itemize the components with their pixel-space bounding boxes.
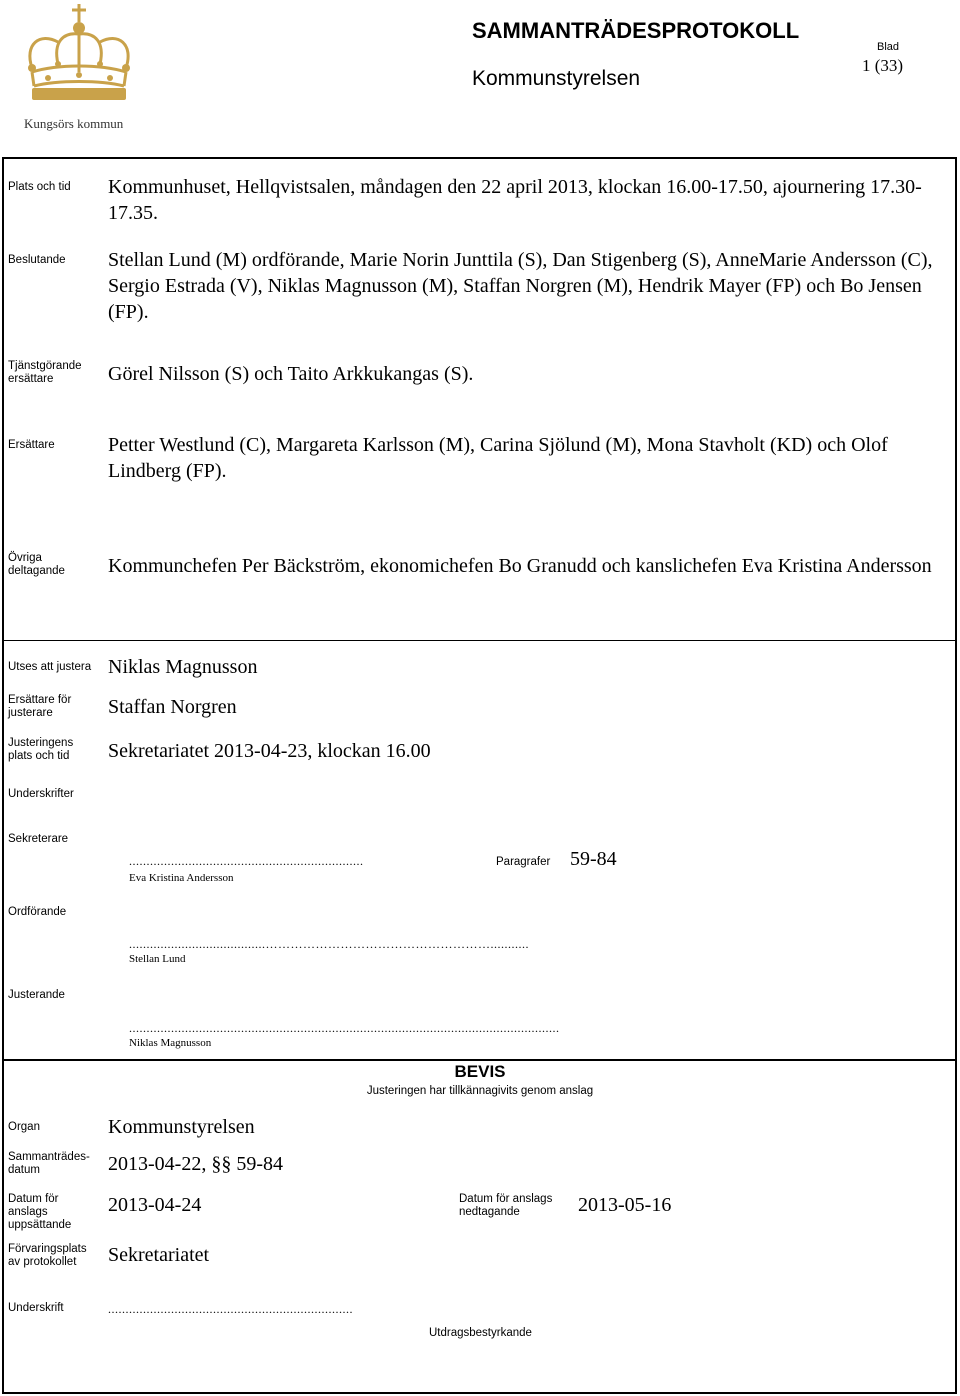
- ovriga-value: Kommunchefen Per Bäckström, ekonomichefen Bo Granudd och kanslichefen Eva Kristina Andersson: [108, 555, 932, 577]
- ovriga-label-line1: Övriga: [8, 552, 42, 564]
- nedtagande-label: [459, 1193, 552, 1219]
- forvaringsplats-line1: Förvaringsplats: [8, 1243, 87, 1255]
- utses-label: Utses att justera: [8, 661, 92, 673]
- forvaringsplats-value: Sekretariatet: [108, 1244, 210, 1266]
- plats-label: Plats och tid: [8, 181, 71, 193]
- justering-plats-label: [8, 737, 73, 763]
- organ-heading: Kommunstyrelsen: [472, 67, 641, 90]
- page-number: 1 (33): [862, 56, 904, 75]
- ersattare-justerare-label: [8, 694, 71, 720]
- bevis-title: BEVIS: [454, 1062, 506, 1081]
- ordforande-label: Ordförande: [8, 906, 67, 918]
- organ-label: Organ: [8, 1121, 40, 1133]
- ersattare-value: Petter Westlund (C), Margareta Karlsson (M), Carina Sjölund (M), Mona Stavholt (KD) och Olof Lindberg (FP).: [108, 434, 888, 482]
- sammantradesdatum-label: [8, 1151, 90, 1177]
- logo-text: Kungsörs kommun: [24, 116, 124, 131]
- organ-value: Kommunstyrelsen: [108, 1116, 255, 1138]
- justerande-name: Niklas Magnusson: [129, 1037, 212, 1049]
- underskrifter-label: Underskrifter: [8, 788, 74, 800]
- ersattare-justerare-line2: justerare: [8, 707, 53, 719]
- forvaringsplats-label: [8, 1243, 87, 1269]
- justerande-label: Justerande: [8, 989, 65, 1001]
- underskrift-signature-line: ......................................................................: [108, 1302, 353, 1316]
- bevis-frame: [2, 1059, 957, 1394]
- paragrafer-label: Paragrafer: [496, 856, 551, 868]
- uppsattande-line3: uppsättande: [8, 1219, 72, 1231]
- uppsattande-line2: anslags: [8, 1206, 48, 1218]
- tjanstgorande-label-line2: ersättare: [8, 373, 54, 385]
- sammantradesdatum-line1: Sammanträdes-: [8, 1151, 90, 1163]
- uppsattande-line1: Datum för: [8, 1193, 59, 1205]
- utses-value: Niklas Magnusson: [108, 656, 258, 678]
- sekreterare-label: Sekreterare: [8, 833, 69, 845]
- sammantradesdatum-value: 2013-04-22, §§ 59-84: [108, 1153, 283, 1175]
- beslutande-label: Beslutande: [8, 254, 66, 266]
- ordforande-signature-line: .......................................………………………………………………...........: [129, 937, 529, 951]
- ersattare-justerare-line1: Ersättare för: [8, 694, 72, 706]
- paragrafer-value: 59-84: [570, 848, 617, 870]
- beslutande-value: Stellan Lund (M) ordförande, Marie Norin Junttila (S), Dan Stigenberg (S), AnneMarie Andersson (C), Sergio Estrada (V), Niklas Magnusson (M), Staffan Norgren (M), Hendrik Mayer (FP) och Bo Jensen (FP).: [108, 249, 933, 323]
- ovriga-label-line2: deltagande: [8, 565, 65, 577]
- page-title: SAMMANTRÄDESPROTOKOLL: [472, 18, 800, 43]
- ersattare-justerare-value: Staffan Norgren: [108, 696, 237, 718]
- blad-label: Blad: [877, 41, 900, 53]
- underskrift-label: Underskrift: [8, 1302, 64, 1314]
- uppsattande-label: [8, 1193, 71, 1232]
- ersattare-label: Ersättare: [8, 439, 55, 451]
- ordforande-name: Stellan Lund: [129, 953, 186, 965]
- sekreterare-signature-line: ...................................................................: [129, 854, 364, 868]
- tjanstgorande-value: Görel Nilsson (S) och Taito Arkkukangas (S).: [108, 363, 474, 385]
- municipality-logo: [18, 2, 140, 132]
- tjanstgorande-label-line1: Tjänstgörande: [8, 360, 82, 372]
- sammantradesdatum-line2: datum: [8, 1164, 40, 1176]
- sekreterare-name: Eva Kristina Andersson: [129, 872, 234, 884]
- justerande-signature-line: ...........................................................................................................................: [129, 1021, 560, 1035]
- utdragsbestyrkande-label: Utdragsbestyrkande: [429, 1327, 532, 1339]
- bevis-subtitle: Justeringen har tillkännagivits genom anslag: [366, 1085, 594, 1097]
- justering-plats-line1: Justeringens: [8, 737, 74, 749]
- nedtagande-value: 2013-05-16: [578, 1194, 672, 1216]
- uppsattande-value: 2013-04-24: [108, 1194, 202, 1216]
- justering-plats-line2: plats och tid: [8, 750, 70, 762]
- divider-line: [2, 640, 957, 641]
- justering-plats-value: Sekretariatet 2013-04-23, klockan 16.00: [108, 740, 431, 762]
- ovriga-label: [8, 552, 65, 578]
- nedtagande-line1: Datum för anslags: [459, 1193, 553, 1205]
- forvaringsplats-line2: av protokollet: [8, 1256, 77, 1268]
- plats-value: Kommunhuset, Hellqvistsalen, måndagen den 22 april 2013, klockan 16.00-17.50, ajournering 17.30-17.35.: [108, 176, 922, 224]
- nedtagande-line2: nedtagande: [459, 1206, 520, 1218]
- tjanstgorande-label: [8, 360, 82, 386]
- crown-icon: [18, 2, 140, 114]
